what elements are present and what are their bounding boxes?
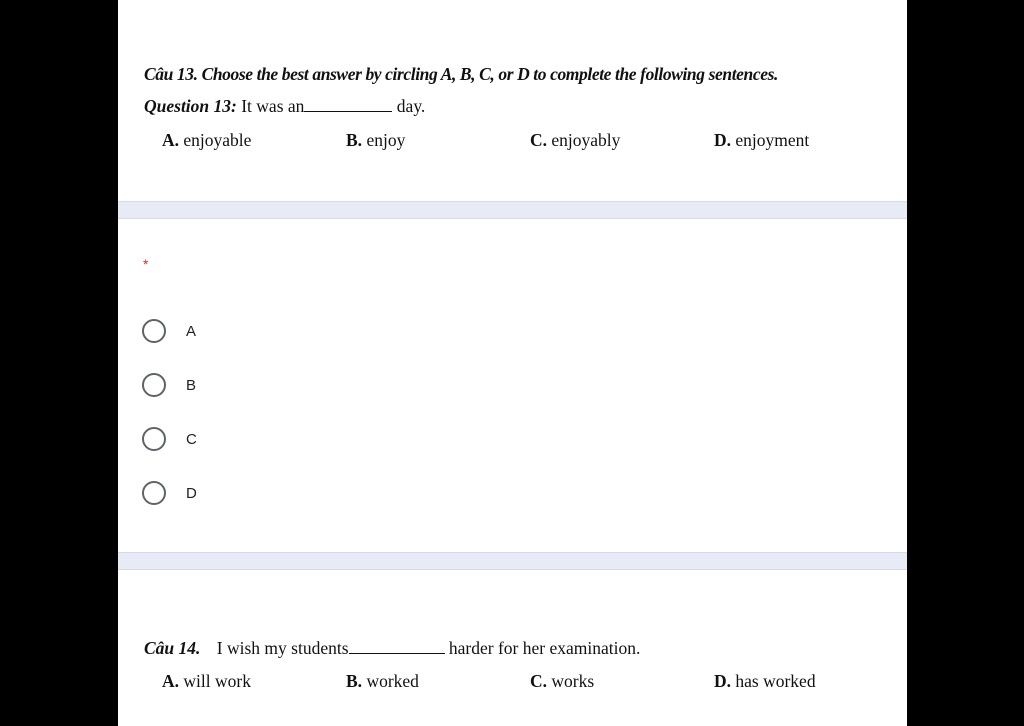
radio-circle-icon[interactable] [142,373,166,397]
required-asterisk: * [143,256,149,272]
section-divider [118,552,907,570]
question-13-option-b: B. enjoy [346,130,406,150]
radio-label-b: B [186,376,197,394]
question-13-sentence [144,96,425,117]
question-13-option-a: A. enjoyable [162,130,252,150]
question-13-text-before: It was an [241,96,305,116]
question-13-blank [304,111,392,112]
question-14-option-b: B. worked [346,671,419,691]
radio-label-a: A [186,322,197,340]
radio-circle-icon[interactable] [142,481,166,505]
question-14-option-d: D. has worked [714,671,816,691]
answer-card [118,219,907,552]
question-13-option-c: C. enjoyably [530,130,621,150]
section-divider [118,201,907,219]
question-13-card [118,0,907,201]
question-14-sentence [144,638,640,659]
radio-option-d[interactable] [142,478,197,508]
question-14-text-before: I wish my students [216,638,349,658]
question-13-instruction: Câu 13. Choose the best answer by circling A, B, C, or D to complete the following sentences. [144,64,778,84]
question-14-label: Câu 14. [144,638,201,658]
radio-option-b[interactable] [142,370,196,400]
radio-label-c: C [186,430,197,448]
question-14-option-c: C. works [530,671,595,691]
form-page [118,0,907,726]
radio-option-c[interactable] [142,424,197,454]
radio-circle-icon[interactable] [142,427,166,451]
question-14-option-a: A. will work [162,671,251,691]
radio-option-a[interactable] [142,316,196,346]
question-14-blank [349,653,445,654]
radio-circle-icon[interactable] [142,319,166,343]
question-14-text-after: harder for her examination. [448,638,641,658]
question-13-option-d: D. enjoyment [714,130,810,150]
question-14-card [118,570,907,726]
radio-label-d: D [186,484,197,502]
question-13-text-after: day. [396,96,426,116]
question-13-label: Question 13: [144,96,237,116]
